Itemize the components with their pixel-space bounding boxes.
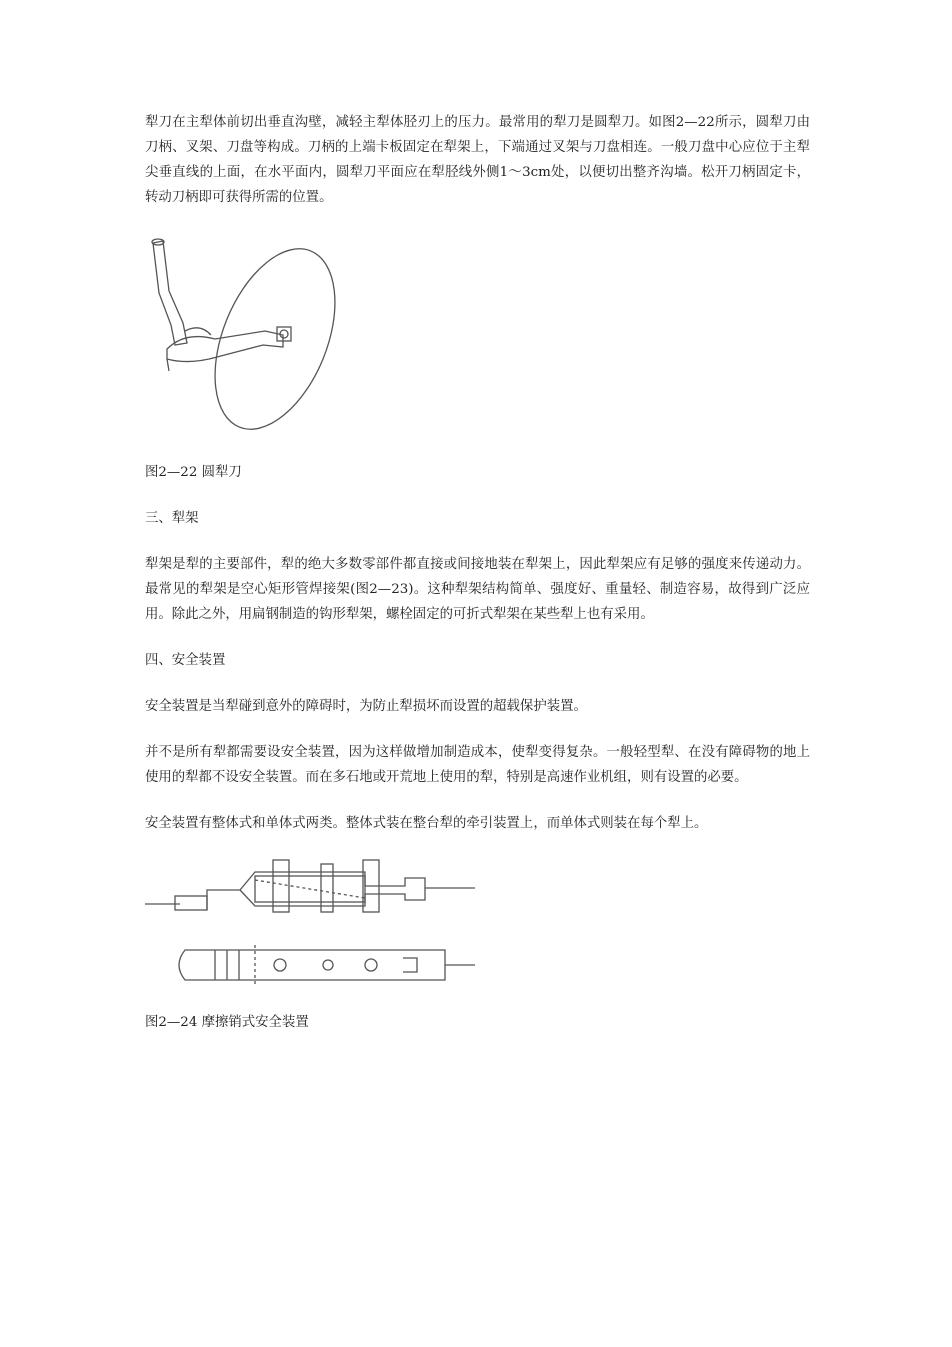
figure-caption-2-24: 图2—24 摩擦销式安全装置 <box>145 1015 309 1030</box>
paragraph-plow-frame: 犁架是犁的主要部件，犁的绝大多数零部件都直接或间接地装在犁架上，因此犁架应有足够的强度来传递动力。最常见的犁架是空心矩形管焊接架(图2—23)。这种犁架结构简单、强度好、重量轻、制造容易，故得到广泛应用。除此之外，用扁钢制造的钩形犁架，螺栓固定的可折式犁架在某些犁上也有采用。 <box>145 557 810 622</box>
figure-friction-pin-safety-device <box>145 850 480 990</box>
paragraph-coulter: 犁刀在主犁体前切出垂直沟壁，减轻主犁体胫刃上的压力。最常用的犁刀是圆犁刀。如图2—22所示，圆犁刀由刀柄、叉架、刀盘等构成。刀柄的上端卡板固定在犁架上，下端通过叉架与刀盘相连。一般刀盘中心应位于主犁尖垂直线的上面，在水平面内，圆犁刀平面应在犁胫线外侧1～3cm处，以便切出整齐沟墙。松开刀柄固定卡，转动刀柄即可获得所需的位置。 <box>145 115 810 205</box>
paragraph-safety-necessity: 并不是所有犁都需要设安全装置，因为这样做增加制造成本，使犁变得复杂。一般轻型犁、在没有障碍物的地上使用的犁都不设安全装置。而在多石地或开荒地上使用的犁，特别是高速作业机组，则有设置的必要。 <box>145 745 810 785</box>
section-heading-plow-frame: 三、犁架 <box>145 511 199 526</box>
section-heading-safety-device: 四、安全装置 <box>145 653 226 668</box>
friction-pin-drawing <box>145 850 480 990</box>
document-body <box>145 110 810 1035</box>
round-coulter-drawing <box>145 231 345 436</box>
figure-caption-2-22: 图2—22 圆犁刀 <box>145 465 242 480</box>
figure-round-coulter <box>145 231 345 436</box>
paragraph-safety-definition: 安全装置是当犁碰到意外的障碍时，为防止犁损坏而设置的超载保护装置。 <box>145 699 587 714</box>
paragraph-safety-types: 安全装置有整体式和单体式两类。整体式装在整台犁的牵引装置上，而单体式则装在每个犁上。 <box>145 816 708 831</box>
